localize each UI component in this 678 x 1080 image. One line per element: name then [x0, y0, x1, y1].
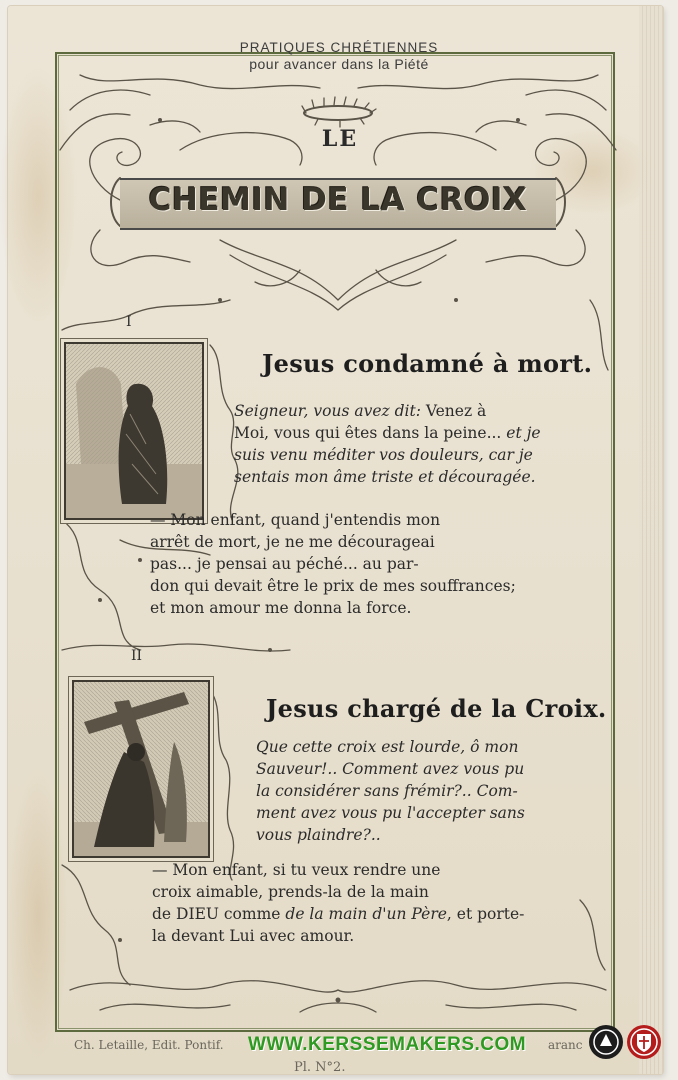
shield-logo-icon	[626, 1024, 662, 1060]
station-number: II	[131, 648, 143, 664]
text-line	[256, 780, 584, 802]
text-line	[152, 925, 600, 947]
italic-text-segment: ment avez vous pu l'accepter sans	[256, 804, 525, 822]
italic-text-segment: suis venu méditer vos douleurs, car je	[234, 446, 533, 464]
text-line: pas... je pensai au péché... au par-	[150, 555, 419, 573]
italic-text-segment: Seigneur, vous avez dit:	[234, 402, 421, 420]
text-segment: Moi, vous qui êtes dans la peine...	[234, 424, 507, 442]
station-title: Jesus condamné à mort.	[262, 349, 593, 378]
italic-text-segment: Que cette croix est lourde, ô mon	[256, 738, 519, 756]
italic-text-segment: sentais mon âme triste et découragée.	[234, 468, 536, 486]
italic-text-segment: la considérer sans frémir?.. Com-	[256, 782, 518, 800]
engraving-figure-icon	[66, 344, 202, 518]
station-title: Jesus chargé de la Croix.	[266, 694, 607, 723]
text-segment: croix aimable, prends-la de la main	[152, 883, 429, 901]
text-line	[234, 444, 596, 466]
text-line	[256, 824, 584, 846]
text-line	[152, 881, 600, 903]
publisher-imprint: Ch. Letaille, Edit. Pontif.	[74, 1038, 224, 1052]
text-segment: , et porte-	[446, 905, 525, 923]
text-line	[234, 466, 596, 488]
main-title: CHEMIN DE LA CROIX	[148, 182, 528, 218]
text-segment: Venez à	[420, 402, 487, 420]
text-line: arrêt de mort, je ne me décourageai	[150, 533, 435, 551]
text-segment: — Mon enfant, si tu veux rendre une	[152, 861, 441, 879]
plate-number: Pl. N°2.	[294, 1060, 346, 1075]
header-line-1: PRATIQUES CHRÉTIENNES	[239, 40, 439, 55]
watermark-url: WWW.KERSSEMAKERS.COM	[248, 1034, 527, 1055]
text-line	[256, 802, 584, 824]
publisher-imprint-right: aranc	[548, 1038, 583, 1052]
station-prayer	[234, 400, 596, 488]
seal-logo-icon	[588, 1024, 624, 1060]
text-line	[152, 859, 600, 881]
station-engraving-condemned	[64, 342, 204, 520]
title-le: LE	[321, 126, 359, 152]
header-line-2: pour avancer dans la Piété	[249, 56, 429, 72]
italic-text-segment: de la main d'un Père	[285, 905, 447, 923]
text-line: — Mon enfant, quand j'entendis mon	[150, 511, 441, 529]
text-segment: la devant Lui avec amour.	[152, 927, 355, 945]
text-line	[234, 400, 596, 422]
station-engraving-cross	[72, 680, 210, 858]
engraving-cross-icon	[74, 682, 208, 856]
text-line	[256, 736, 584, 758]
text-line	[152, 903, 600, 925]
station-response	[150, 509, 606, 619]
text-line: et mon amour me donna la force.	[150, 599, 412, 617]
text-line	[234, 422, 596, 444]
station-number: I	[126, 314, 132, 330]
text-line	[256, 758, 584, 780]
text-line: don qui devait être le prix de mes souffrances;	[150, 577, 516, 595]
italic-text-segment: vous plaindre?..	[256, 826, 381, 844]
station-prayer	[256, 736, 584, 846]
station-response	[152, 859, 600, 947]
italic-text-segment: et je	[506, 424, 541, 442]
text-segment: de DIEU comme	[152, 905, 286, 923]
italic-text-segment: Sauveur!.. Comment avez vous pu	[256, 760, 525, 778]
